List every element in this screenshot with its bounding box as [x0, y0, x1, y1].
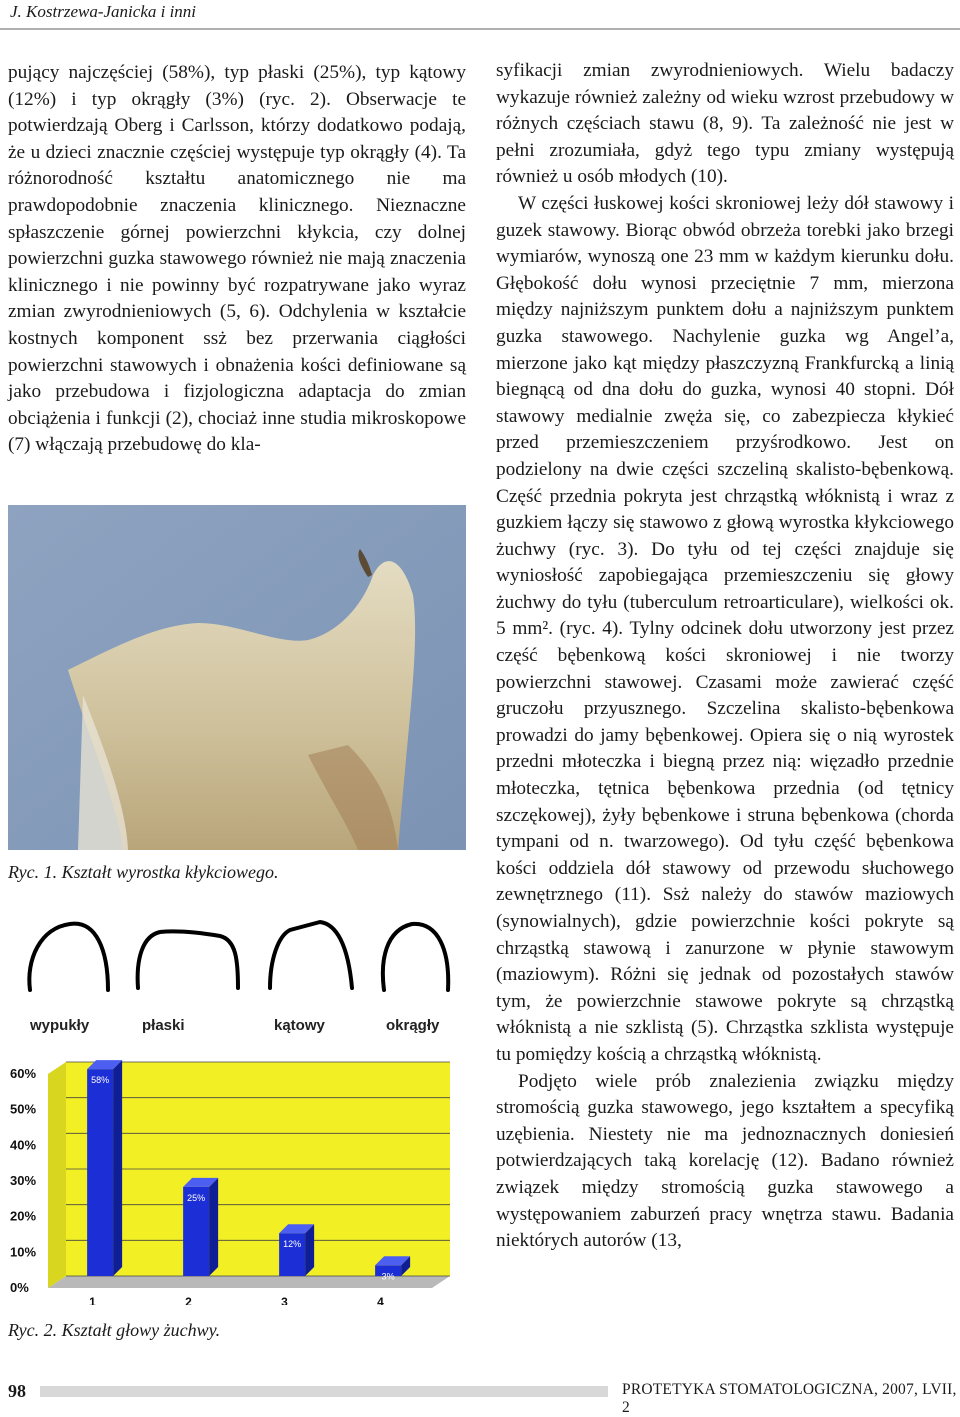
condyle-photo-image	[8, 505, 466, 850]
shape-label-1: wypukły	[30, 1017, 90, 1034]
chart-side-wall	[48, 1062, 66, 1288]
y-tick-label-5: 50%	[10, 1101, 37, 1117]
right-column	[496, 58, 954, 1255]
y-tick-label-0: 0%	[10, 1280, 29, 1295]
bar-data-label-4: 3%	[381, 1271, 395, 1282]
shape-flat-outline	[138, 931, 238, 988]
bar-side-1	[113, 1060, 122, 1276]
right-paragraph-3: Podjęto wiele prób znalezienia związku między stromością guzka stawowego, jego kształtem a specyfiką uzębienia. Niestety nie ma jednoznacznych doniesień potwierdzających taką korelację (12). Badano również związek między stromością guzka stawowego a występowaniem zaburzeń pracy wnętrza stawu. Badania niektórych autorów (13,	[496, 1070, 954, 1252]
shape-label-4: okrągły	[386, 1017, 440, 1034]
y-tick-label-1: 10%	[10, 1244, 37, 1260]
shape-angular-outline	[270, 922, 352, 988]
right-paragraph-2: W części łuskowej kości skroniowej leży dół stawowy i guzek stawowy. Biorąc obwód obrzeża torebki jako brzegi wymiarów, wynoszą one 23 mm w każdym kierunku dołu. Głębokość dołu wynosi przeciętnie 7 mm, mierzona między najniższym punktem dołu a najniższym punktem guzka stawowego. Nachylenie guzka wg Angel’a, mierzone jako kąt między płaszczyzną Frankfurcką a linią biegnącą od dna dołu do guzka, wynosi 40 stopni. Dół stawowy medialnie zwęża się, co zabezpiecza kłykieć przed przemieszczeniem przyśrodkowo. Jest on podzielony na dwie części szczeliną skalisto-bębenkową. Część przednia pokryta jest chrząstką włóknistą i wraz z guzkiem łączy się stawowo z głową wyrostka kłykciowego żuchwy (ryc. 3). Do tyłu od tej części znajduje się wyniosłość zapobiegająca przemieszczeniu się głowy żuchwy do tyłu (tuberculum retroarticulare), wielkości ok. 5 mm². (ryc. 4). Tylny odcinek dołu utworzony jest przez część bębenkową kości skroniowej i nie tworzy powierzchni stawowej. Czasami może zawierać część gruczołu przyusznego. Szczelina skalisto-bębenkowa prowadzi do jamy bębenkowej. Opiera się o nią wyrostek przedni młoteczka i biegną przez nią: więzadło przednie młoteczka, tętnica bębenkowa przednia (od tętnicy szczękowej), żyły bębenkowe i struna bębenkowa (chorda tympani od n. twarzowego). Od tyłu część bębenkowa kości oddziela dół stawowy od przewodu słuchowego zewnętrznego (11). Ssż należy do stawów maziowych (synowialnych), gdzie powierzchnie kości pokryte są chrząstką stawową i zanurzone w płynie stawowym (maziowym). Różni się jednak od pozostałych stawów tym, że powierzchnie stawowe pokryte są chrząstką włóknistą a nie szklistą (5). Chrząstka szklista występuje tu pomiędzy kością a chrząstką włóknistą.	[496, 192, 954, 1065]
y-tick-label-6: 60%	[10, 1066, 37, 1081]
figure2-caption: Ryc. 2. Kształt głowy żuchwy.	[8, 1320, 221, 1340]
figure2-graphic	[8, 900, 466, 1305]
footer-bar	[40, 1386, 608, 1397]
shape-outlines	[29, 922, 448, 990]
bar-data-label-2: 25%	[187, 1192, 206, 1203]
shape-label-2: płaski	[142, 1017, 185, 1034]
x-tick-label-4: 4	[377, 1295, 384, 1305]
figure1-caption: Ryc. 1. Kształt wyrostka kłykciowego.	[8, 862, 279, 882]
x-tick-label-1: 1	[89, 1295, 96, 1305]
bar-side-2	[209, 1178, 218, 1276]
condyle-photo	[8, 505, 466, 850]
left-paragraph-1: pujący najczęściej (58%), typ płaski (25%), typ kątowy (12%) i typ okrągły (3%) (ryc. 2). Obserwacje te potwierdzają Oberg i Carlsson, którzy dodatkowo podają, że u dzieci znacznie częściej występuje typ okrągły (4). Ta różnorodność kształtu anatomicznego nie ma prawdopodobnie znaczenia klinicznego. Nieznaczne spłaszczenie górnej powierzchni kłykcia, czy dolnej powierzchni guzka stawowego również nie mają znaczenia klinicznego i nie powinny być rozpatrywane jako wyraz zmian zwyrodnieniowych (5, 6). Odchylenia w kształcie kostnych komponent ssż bez przerwania ciągłości powierzchni stawowych i obnażenia kości definiowane są jako przebudowa i fizjologiczna adaptacja do zmian obciążenia i funkcji (2), chociaż inne studia mikroskopowe (7) włączają przebudowę do kla-	[8, 62, 466, 456]
bar-side-3	[305, 1224, 314, 1276]
y-tick-label-2: 20%	[10, 1208, 37, 1224]
right-paragraph-1: syfikacji zmian zwyrodnieniowych. Wielu badaczy wykazuje również zależny od wieku wzrost przebudowy w różnych częściach stawu (8, 9). Ta zależność nie jest w pełni zrozumiała, gdyż tego typu zmiany występują również u osób młodych (10).	[496, 60, 954, 188]
shape-convex-outline	[29, 924, 108, 990]
bar-data-label-1: 58%	[91, 1075, 110, 1086]
page-number: 98	[8, 1381, 26, 1401]
x-tick-label-2: 2	[185, 1295, 192, 1305]
left-column	[8, 60, 466, 459]
shape-round-outline	[383, 924, 448, 990]
figure2	[8, 900, 466, 1305]
y-tick-label-4: 40%	[10, 1137, 37, 1153]
bar-data-label-3: 12%	[283, 1239, 302, 1250]
x-tick-label-3: 3	[281, 1295, 288, 1305]
shape-label-3: kątowy	[274, 1017, 325, 1034]
y-tick-label-3: 30%	[10, 1173, 37, 1188]
journal-name: PROTETYKA STOMATOLOGICZNA, 2007, LVII, 2	[622, 1381, 957, 1416]
running-title: J. Kostrzewa-Janicka i inni	[10, 2, 197, 21]
bar-1	[87, 1069, 113, 1276]
header-rule	[0, 28, 960, 30]
